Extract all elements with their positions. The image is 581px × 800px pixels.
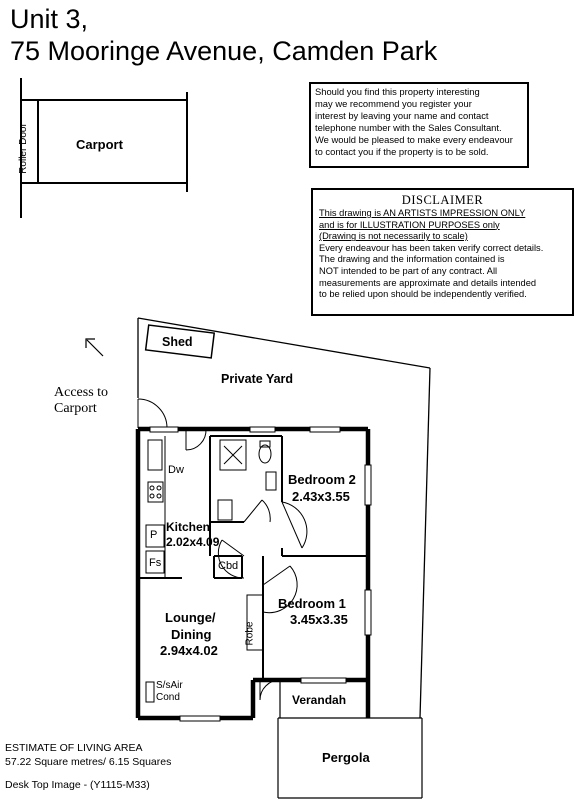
notice-line: Should you find this property interesting — [315, 86, 480, 97]
disclaimer-line: NOT intended to be part of any contract. All — [319, 265, 498, 276]
bedroom-2-dims: 2.43x3.55 — [292, 489, 350, 504]
estimate-value: 57.22 Square metres/ 6.15 Squares — [5, 756, 172, 768]
access-arrow — [86, 339, 103, 356]
disclaimer-line: The drawing and the information contained is — [319, 254, 505, 265]
disclaimer-line: Every endeavour has been taken verify correct details. — [319, 242, 544, 253]
bedroom-2-name: Bedroom 2 — [288, 472, 356, 487]
notice-line: interest by leaving your name and contact — [315, 110, 489, 122]
disclaimer-line: to be relied upon should be independently verified. — [319, 289, 527, 300]
pergola-label: Pergola — [322, 750, 370, 765]
split-air-label-line-2: Cond — [156, 692, 180, 703]
access-label-line-2: Carport — [54, 401, 97, 416]
notice-line: telephone number with the Sales Consultant. — [315, 122, 502, 134]
robe-label: Robe — [244, 621, 256, 646]
private-yard-label: Private Yard — [221, 372, 294, 386]
kitchen-dims: 2.02x4.09 — [166, 535, 220, 549]
disclaimer-line: measurements are approximate and details intended — [319, 277, 537, 288]
verandah-label: Verandah — [292, 693, 347, 707]
lounge-name-line-2: Dining — [171, 627, 212, 642]
image-reference: Desk Top Image - (Y1115-M33) — [5, 779, 150, 791]
lounge-dims: 2.94x4.02 — [160, 643, 218, 658]
split-air-label-line-1: S/sAir — [156, 680, 183, 691]
access-label-line-1: Access to — [54, 385, 109, 400]
notice-line: may we recommend you register your — [315, 98, 472, 110]
bedroom-1-name: Bedroom 1 — [278, 596, 346, 611]
shed-label: Shed — [162, 335, 193, 349]
pantry-label: P — [150, 529, 158, 541]
disclaimer-line: (Drawing is not necessarily to scale) — [319, 231, 468, 242]
dishwasher-label: Dw — [168, 464, 184, 476]
entry-door-swing — [138, 399, 167, 428]
notice-line: We would be pleased to make every endeavour — [315, 134, 513, 146]
bathroom-fixtures — [218, 440, 276, 520]
cupboard-label: Cbd — [218, 560, 239, 572]
kitchen-name: Kitchen — [166, 520, 211, 534]
lounge-name-line-1: Lounge/ — [165, 610, 216, 625]
address-line-1: Unit 3, — [10, 4, 89, 34]
estimate-title: ESTIMATE OF LIVING AREA — [5, 742, 143, 754]
fridge-space-label: Fs — [149, 557, 162, 569]
disclaimer-title: DISCLAIMER — [401, 193, 484, 207]
bedroom-1-dims: 3.45x3.35 — [290, 612, 348, 627]
roller-door-label: Roller Door — [17, 123, 29, 174]
notice-line: to contact you if the property is to be sold. — [315, 146, 489, 158]
address-line-2: 75 Mooringe Avenue, Camden Park — [10, 36, 438, 66]
carport-label: Carport — [76, 137, 123, 152]
disclaimer-line: and is for ILLUSTRATION PURPOSES only — [319, 219, 500, 230]
disclaimer-line: This drawing is AN ARTISTS IMPRESSION ONLY — [319, 208, 526, 218]
